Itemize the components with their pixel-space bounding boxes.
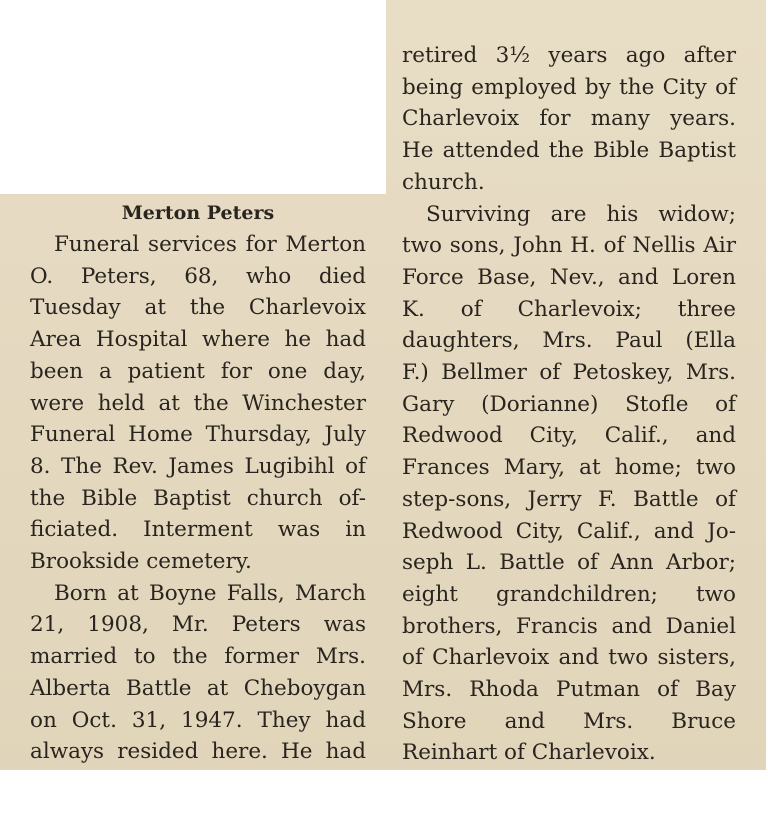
text-line: Area Hospital where he had xyxy=(30,327,366,353)
text-line: been a patient for one day, xyxy=(30,358,366,384)
paragraph-retired xyxy=(402,40,736,199)
text-line: Funeral Home Thursday, July xyxy=(30,422,366,448)
text-line: of Charlevoix and two sisters, xyxy=(402,645,736,671)
text-line: F.) Bellmer of Petoskey, Mrs. xyxy=(402,360,736,386)
text-line: ficiated. Interment was in xyxy=(30,517,366,543)
text-line: Born at Boyne Falls, March xyxy=(54,580,366,606)
text-line: seph L. Battle of Ann Arbor; xyxy=(402,550,736,576)
text-line: 21, 1908, Mr. Peters was xyxy=(30,612,366,638)
text-line: Charlevoix for many years. xyxy=(402,106,736,132)
text-line: the Bible Baptist church of- xyxy=(30,485,366,511)
paragraph-surviving xyxy=(402,199,736,770)
text-line: Shore and Mrs. Bruce xyxy=(402,708,736,734)
text-line: step-sons, Jerry F. Battle of xyxy=(402,486,736,512)
paragraph-born xyxy=(30,578,366,768)
text-line: married to the former Mrs. xyxy=(30,644,366,670)
text-line: He attended the Bible Baptist xyxy=(402,138,736,164)
text-line: Frances Mary, at home; two xyxy=(402,455,736,481)
text-line: 8. The Rev. James Lugibihl of xyxy=(30,453,366,479)
text-line: Surviving are his widow; xyxy=(426,201,736,227)
text-line: on Oct. 31, 1947. They had xyxy=(30,707,366,733)
text-line: two sons, John H. of Nellis Air xyxy=(402,233,736,259)
text-line: Redwood City, Calif., and Jo- xyxy=(402,518,736,544)
headline: Merton Peters xyxy=(121,202,275,224)
text-line: Reinhart of Charlevoix. xyxy=(402,740,656,766)
text-line: Brookside cemetery. xyxy=(30,549,252,575)
text-line: being employed by the City of xyxy=(402,74,736,100)
text-line: Gary (Dorianne) Stofle of xyxy=(402,391,736,417)
text-line: daughters, Mrs. Paul (Ella xyxy=(402,328,736,354)
paragraph-funeral xyxy=(30,229,366,578)
clipping-cutout xyxy=(0,0,386,194)
text-line: Redwood City, Calif., and xyxy=(402,423,736,449)
text-line: K. of Charlevoix; three xyxy=(402,296,736,322)
text-line: eight grandchildren; two xyxy=(402,581,736,607)
text-line: brothers, Francis and Daniel xyxy=(402,613,736,639)
text-line: Force Base, Nev., and Loren xyxy=(402,264,736,290)
text-line: Funeral services for Merton xyxy=(54,232,366,257)
text-line: always resided here. He had xyxy=(30,739,366,765)
text-line: Alberta Battle at Cheboygan xyxy=(30,675,366,701)
left-column xyxy=(30,197,366,768)
text-line: church. xyxy=(402,169,485,195)
text-line: were held at the Winchester xyxy=(30,390,366,416)
text-line: Mrs. Rhoda Putman of Bay xyxy=(402,677,736,703)
text-line: Tuesday at the Charlevoix xyxy=(30,295,366,321)
right-column xyxy=(402,40,736,769)
text-line: retired 3½ years ago after xyxy=(402,43,736,68)
text-line: O. Peters, 68, who died xyxy=(30,263,366,289)
